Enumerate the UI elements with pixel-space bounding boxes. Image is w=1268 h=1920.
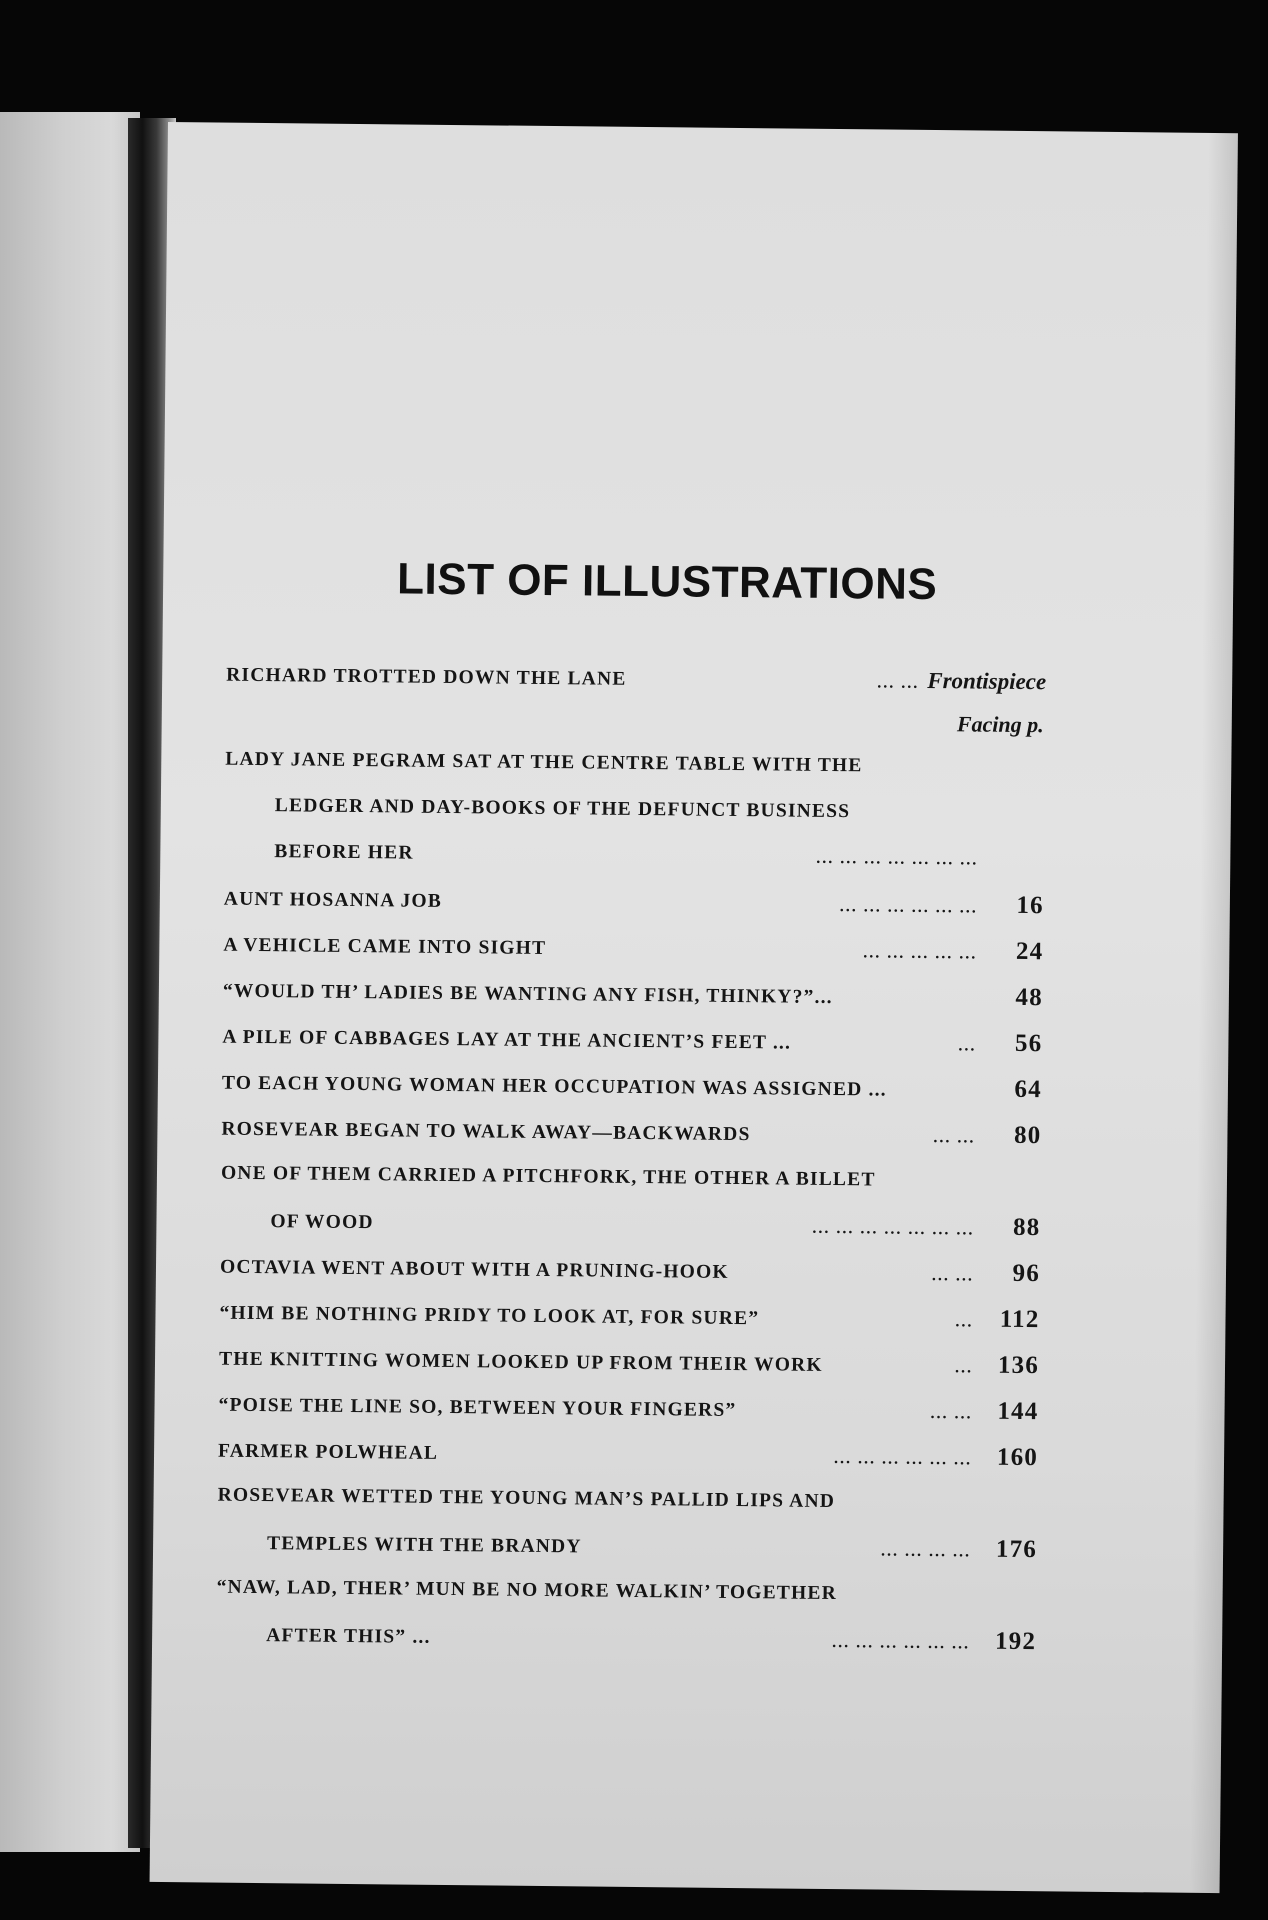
leader-dots: ... ... ... ... ... ... [839, 898, 978, 917]
entry-title: TEMPLES WITH THE BRANDY [267, 1533, 582, 1558]
entry-title: “POISE THE LINE SO, BETWEEN YOUR FINGERS” [218, 1394, 737, 1422]
page-number: 112 [999, 1305, 1040, 1334]
entry-title: AFTER THIS” ... [266, 1625, 431, 1648]
entry-title: A VEHICLE CAME INTO SIGHT [223, 934, 547, 960]
leader-dots [887, 1096, 984, 1097]
leader-dots: ... ... ... ... ... [863, 944, 978, 963]
entry-title: TO EACH YOUNG WOMAN HER OCCUPATION WAS ASSIGNED ... [221, 1072, 887, 1101]
entry-title: “NAW, LAD, THER’ MUN BE NO MORE WALKIN’ TOGETHER [216, 1576, 838, 1605]
leader-dots: ... [958, 1037, 977, 1055]
entry-title: “HIM BE NOTHING PRIDY TO LOOK AT, FOR SURE” [219, 1302, 760, 1330]
entry-title: LEDGER AND DAY-BOOKS OF THE DEFUNCT BUSINESS [274, 795, 851, 823]
entry-title: OCTAVIA WENT ABOUT WITH A PRUNING-HOOK [219, 1256, 729, 1283]
leader-dots: ... ... [933, 1129, 976, 1147]
entry-title: “WOULD TH’ LADIES BE WANTING ANY FISH, THINKY?”... [222, 980, 833, 1009]
page-number: 88 [1012, 1213, 1041, 1242]
entry-title: ROSEVEAR BEGAN TO WALK AWAY—BACKWARDS [221, 1118, 751, 1146]
leader-dots: ... [955, 1313, 974, 1331]
entry-title: AUNT HOSANNA JOB [223, 888, 443, 912]
page-number: 80 [1013, 1121, 1042, 1150]
page-number: 96 [1012, 1259, 1041, 1288]
page-number: 24 [1015, 937, 1044, 966]
entry-list [216, 737, 1046, 1666]
leader-dots [833, 1003, 985, 1005]
page-number: 136 [997, 1351, 1040, 1380]
page-number: 144 [997, 1397, 1039, 1426]
leader-dots: ... ... ... ... ... ... [832, 1634, 971, 1653]
left-page [0, 112, 140, 1852]
page-number: 16 [1016, 891, 1044, 920]
entry-title: LADY JANE PEGRAM SAT AT THE CENTRE TABLE WITH THE [225, 748, 863, 777]
illustrations-list [216, 553, 1048, 1666]
leader-dots [863, 771, 988, 772]
page-number: 176 [995, 1535, 1038, 1564]
page-number [986, 865, 1044, 866]
entry-line [216, 1611, 1036, 1666]
entry-line [224, 829, 1044, 884]
page-number: 64 [1014, 1075, 1043, 1104]
entry-line [222, 1013, 1042, 1068]
book-page [150, 122, 1238, 1893]
page-number: 192 [994, 1627, 1037, 1656]
entry-title: OF WOOD [270, 1211, 374, 1234]
entry-title: ONE OF THEM CARRIED A PITCHFORK, THE OTHER A BILLET [220, 1162, 876, 1191]
leader-dots: ... ... ... ... ... ... [833, 1450, 973, 1469]
entry-title: RICHARD TROTTED DOWN THE LANE [226, 664, 627, 690]
leader-dots [850, 817, 987, 818]
leader-dots: ... ... [930, 1405, 973, 1423]
entry-title: FARMER POLWHEAL [217, 1440, 439, 1464]
leader-dots [837, 1599, 979, 1600]
leader-dots: ... ... ... ... [880, 1542, 972, 1561]
leader-dots: ... [954, 1359, 974, 1377]
entry-title: THE KNITTING WOMEN LOOKED UP FROM THEIR WORK [218, 1348, 823, 1376]
frontispiece-label: Frontispiece [927, 667, 1047, 695]
page-number: 56 [1014, 1029, 1043, 1058]
page-number: 48 [1015, 983, 1044, 1012]
leader-dots [835, 1507, 980, 1509]
page-number: 160 [996, 1443, 1039, 1472]
entry-title: A PILE OF CABBAGES LAY AT THE ANCIENT’S FEET ... [222, 1026, 792, 1054]
leader-dots [876, 1185, 983, 1186]
entry-line [220, 1197, 1040, 1252]
leader-dots: ... ... ... ... ... ... ... [812, 1219, 975, 1239]
leader-dots: ... ... [931, 1267, 975, 1285]
frontispiece-entry [226, 651, 1046, 706]
leader-dots: ... ... ... ... ... ... ... [816, 849, 979, 869]
page-edge-shadow [1190, 133, 1238, 1893]
entry-title: BEFORE HER [274, 841, 414, 864]
page-title: LIST OF ILLUSTRATIONS [396, 554, 938, 610]
facing-page-label: Facing p. [956, 711, 1044, 738]
leader-dots: ... ... [877, 674, 920, 692]
entry-title: ROSEVEAR WETTED THE YOUNG MAN’S PALLID LIPS AND [217, 1484, 836, 1513]
